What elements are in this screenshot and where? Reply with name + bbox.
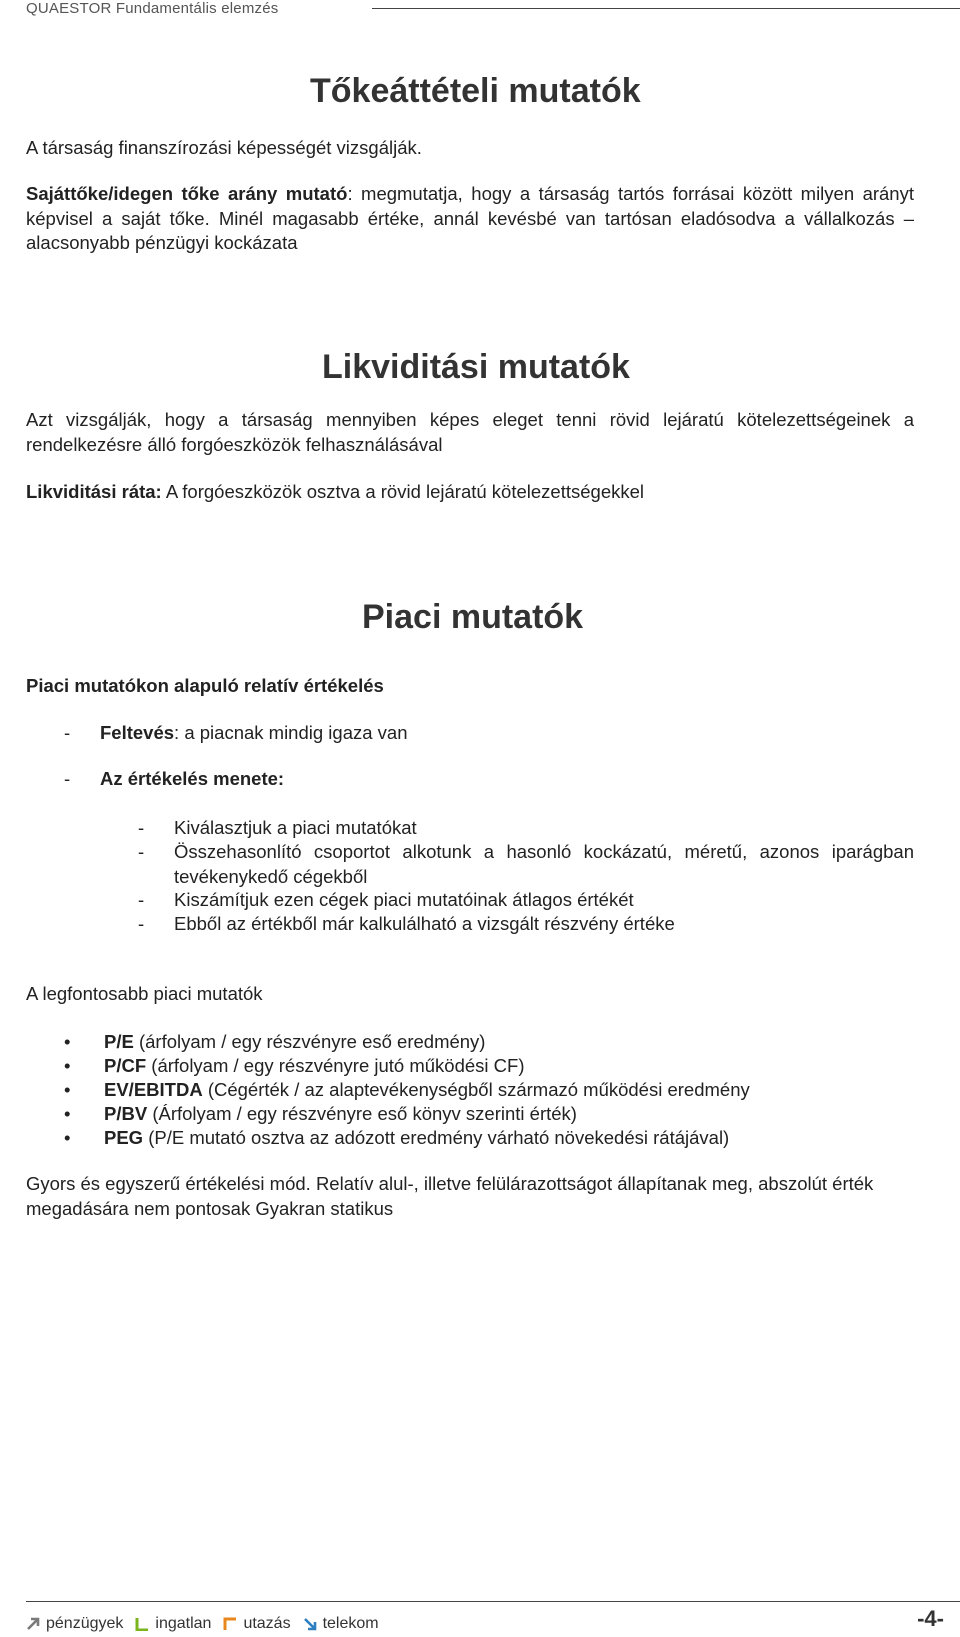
arrow-down-right-icon <box>303 1617 317 1631</box>
indicator-desc: (árfolyam / egy részvényre jutó működési CF) <box>146 1055 525 1076</box>
leverage-term: Sajáttőke/idegen tőke arány mutató <box>26 183 348 204</box>
process-term: Az értékelés menete: <box>100 768 285 789</box>
indicator-desc: (P/E mutató osztva az adózott eredmény várható növekedési rátájával) <box>143 1127 730 1148</box>
conclusion-paragraph: Gyors és egyszerű értékelési mód. Relatív alul-, illetve felülárazottságot állapítanak meg, abszolút érték megadására nem pontosak Gyakran statikus <box>26 1173 874 1219</box>
footer-rule <box>26 1601 960 1602</box>
dash-marker: - <box>64 722 71 743</box>
liquidity-definition-text: A forgóeszközök osztva a rövid lejáratú kötelezettségekkel <box>161 481 645 502</box>
market-subheading: Piaci mutatókon alapuló relatív értékelés <box>26 675 384 696</box>
indicator-term: PEG <box>104 1127 144 1148</box>
leverage-definition <box>26 182 914 256</box>
step-text: Összehasonlító csoportot alkotunk a hasonló kockázatú, méretű, azonos iparágban tevékenykedő cégekből <box>174 841 914 887</box>
footer-nav-telekom[interactable]: telekom <box>303 1615 379 1633</box>
liquidity-intro: Azt vizsgálják, hogy a társaság mennyiben képes eleget tenni rövid lejáratú kötelezettségeinek a rendelkezésre álló forgóeszközök felhasználásával <box>26 409 914 455</box>
footer-nav-utazas[interactable]: utazás <box>223 1615 290 1633</box>
indicator-desc: (Árfolyam / egy részvényre eső könyv szerinti érték) <box>147 1103 577 1124</box>
bullet-marker: • <box>64 1031 71 1052</box>
indicator-desc: (Cégérték / az alaptevékenységből származó működési eredmény <box>202 1079 750 1100</box>
leverage-definition-text: : megmutatja, hogy a társaság tartós forrásai között milyen arányt képvisel a saját tőke. Minél magasabb értéke, annál kevésbé van tartósan eladósodva a vállalkozás – alacsonyabb pénzügyi kockázata <box>26 183 914 253</box>
page-number: -4- <box>917 1606 944 1631</box>
dash-marker: - <box>64 768 71 789</box>
footer-nav-ingatlan[interactable]: ingatlan <box>135 1615 211 1633</box>
footer-nav-penzugyek[interactable]: pénzügyek <box>26 1615 123 1633</box>
liquidity-ratio-definition <box>26 480 644 505</box>
leverage-intro: A társaság finanszírozási képességét vizsgálják. <box>26 137 422 158</box>
section-title-liquidity: Likviditási mutatók <box>322 348 630 386</box>
running-header: QUAESTOR Fundamentális elemzés <box>26 0 279 17</box>
liquidity-term: Likviditási ráta: <box>26 481 162 502</box>
indicator-term: P/E <box>104 1031 134 1052</box>
assumption-term: Feltevés <box>100 722 175 743</box>
step-text: Kiválasztjuk a piaci mutatókat <box>174 817 417 838</box>
arrow-up-right-icon <box>26 1617 40 1631</box>
section-title-leverage: Tőkeáttételi mutatók <box>310 72 641 110</box>
step-text: Kiszámítjuk ezen cégek piaci mutatóinak átlagos értékét <box>174 889 634 910</box>
l-shape-icon <box>135 1617 149 1631</box>
indicator-term: EV/EBITDA <box>104 1079 203 1100</box>
assumption-text: : a piacnak mindig igaza van <box>174 722 408 743</box>
footer-nav <box>26 1613 391 1635</box>
header-rule <box>372 8 960 9</box>
step-text: Ebből az értékből már kalkulálható a vizsgált részvény értéke <box>174 913 675 934</box>
key-indicators-title: A legfontosabb piaci mutatók <box>26 983 263 1004</box>
section-title-market: Piaci mutatók <box>362 598 584 636</box>
corner-icon <box>223 1617 237 1631</box>
indicator-desc: (árfolyam / egy részvényre eső eredmény) <box>133 1031 486 1052</box>
indicator-term: P/CF <box>104 1055 147 1076</box>
indicator-term: P/BV <box>104 1103 148 1124</box>
